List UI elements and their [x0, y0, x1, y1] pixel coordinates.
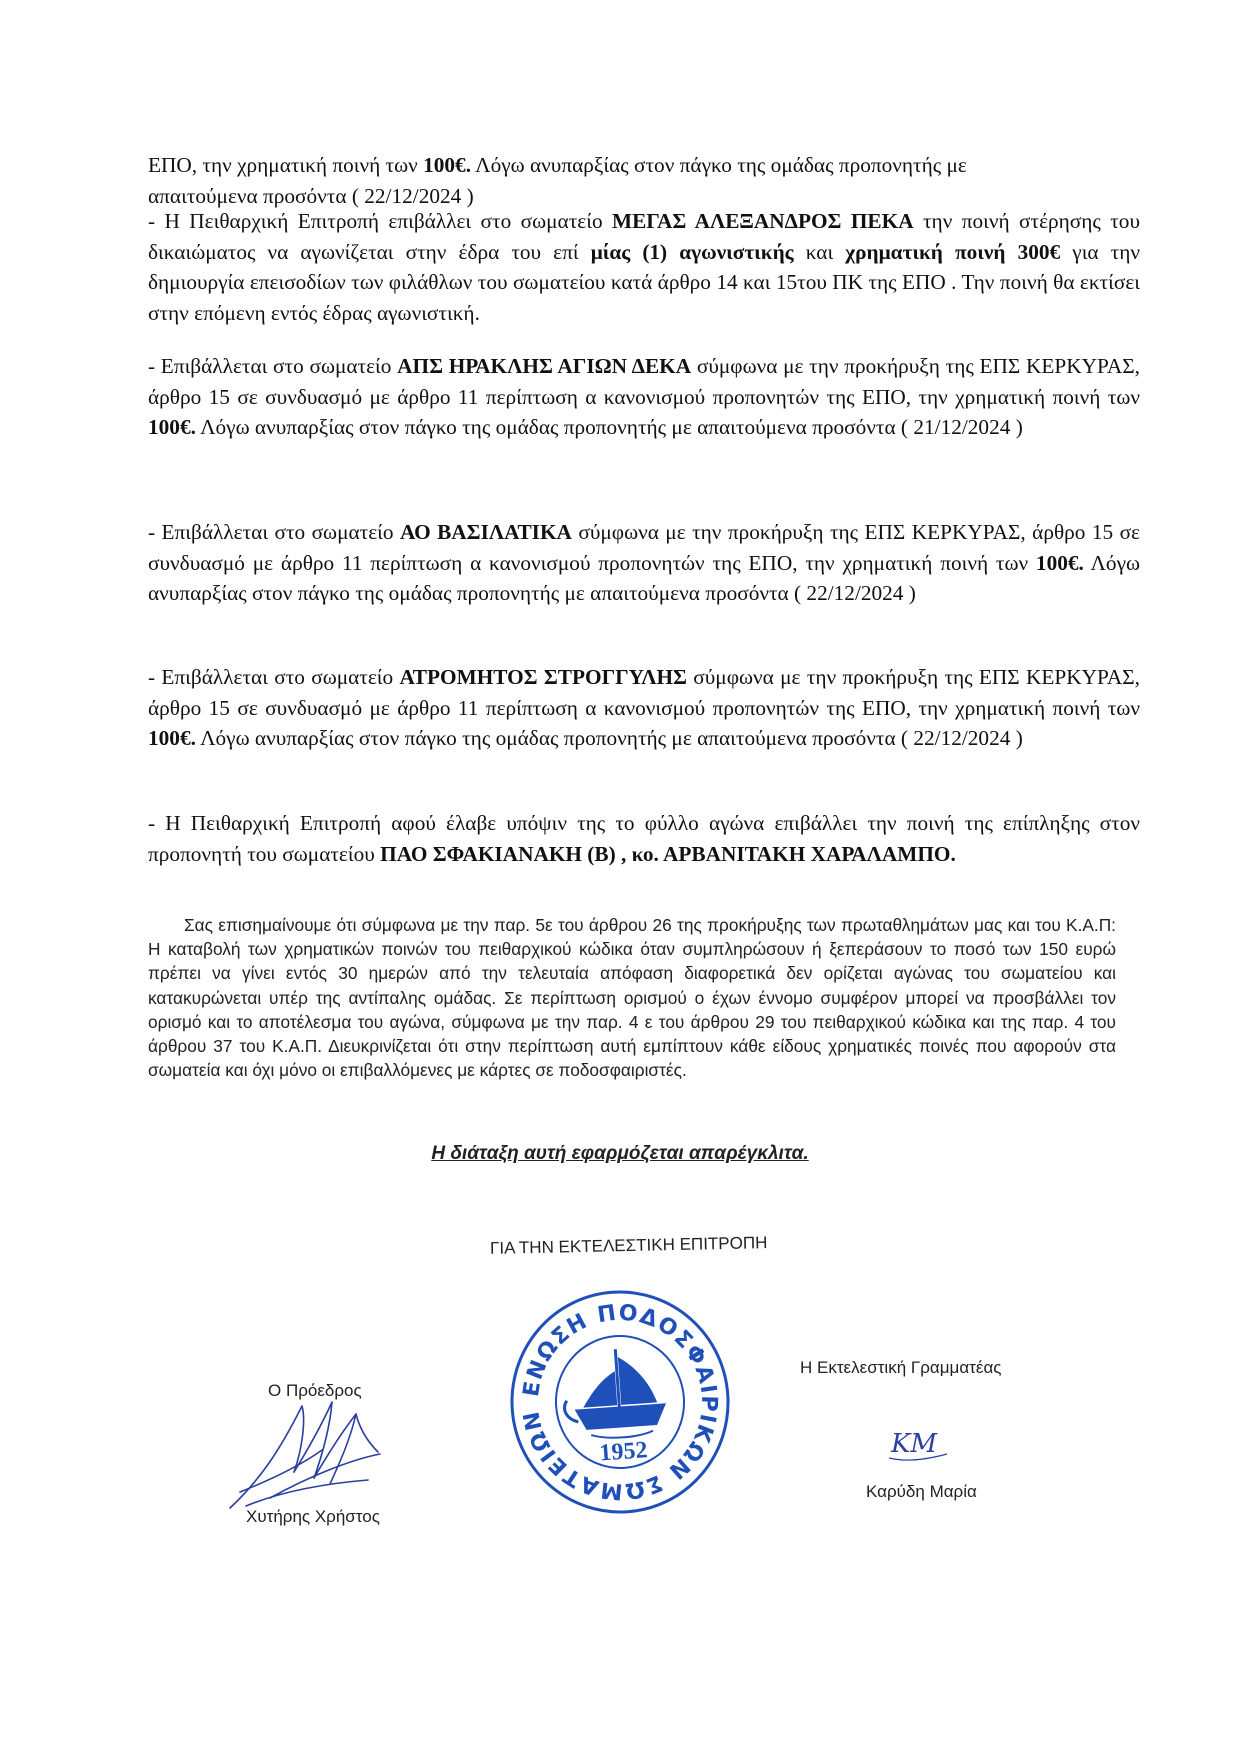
- text-run: - Επιβάλλεται στο σωματείο: [148, 354, 398, 378]
- text-run: απαιτούμενα προσόντα ( 22/12/2024 ): [148, 183, 474, 208]
- club-name: ΑΟ ΒΑΣΙΛΑΤΙΚΑ: [399, 520, 572, 544]
- text-run: Λόγω ανυπαρξίας στον πάγκο της ομάδας προπονητής με απαιτούμενα προσόντα ( 22/12/2024 ): [195, 726, 1023, 750]
- penalty-paragraph-iraklis: [148, 351, 1140, 443]
- text-run: σύμφωνα με την προκήρυξη της ΕΠΣ ΚΕΡΚΥΡΑΣ, άρθρο 15 σε συνδυασμό με άρθρο 11 περίπτωση α κανονισμού προπονητών της ΕΠΟ, την χρηματική ποινή των: [148, 354, 1140, 409]
- penalty-term: μίας (1) αγωνιστικής: [590, 239, 794, 264]
- secretary-signature: [885, 1418, 965, 1468]
- secretary-initials: ΚΜ: [891, 1429, 938, 1459]
- ship-icon: [561, 1346, 668, 1441]
- order-statement: Η διάταξη αυτή εφαρμόζεται απαρέγκλιτα.: [431, 1143, 809, 1164]
- reprimand-paragraph: [148, 808, 1140, 869]
- penalty-paragraph-vasilatika: [148, 517, 1140, 609]
- text-run: - Επιβάλλεται στο σωματείο: [148, 665, 400, 689]
- president-signature: [210, 1380, 410, 1520]
- payment-notice: Σας επισημαίνουμε ότι σύμφωνα με την παρ. 5ε του άρθρου 26 της προκήρυξης των πρωταθλημάτων μας και του Κ.Α.Π: Η καταβολή των χρηματικών ποινών του πειθαρχικού κώδικα όταν συμπληρώσουν ή ξεπεράσουν το ποσό των 150 ευρώ πρέπει να γίνει εντός 30 ημερών από την τελευταία απόφαση διαφορετικά δεν ορίζεται αγώνας του σωματείου και κατακυρώνεται υπέρ της αντίπαλης ομάδας. Σε περίπτωση ορισμού ο έχων έννομο συμφέρον μπορεί να προσβάλλει τον ορισμό και το αποτέλεσμα του αγώνα, σύμφωνα με την παρ. 4 ε του άρθρου 29 του πειθαρχικού κώδικα και της παρ. 4 του άρθρου 37 του Κ.Α.Π. Διευκρινίζεται ότι στην περίπτωση αυτή εμπίπτουν κάθε είδους χρηματικές ποινές που αφορούν στα σωματεία και όχι μόνο οι επιβαλλόμενες με κάρτες σε ποδοσφαιριστές.: [148, 915, 1116, 1081]
- penalty-paragraph-atromitos: [148, 662, 1140, 754]
- association-stamp: [485, 1275, 735, 1517]
- text-run: - Επιβάλλεται στο σωματείο: [148, 520, 400, 544]
- club-name: ΜΕΓΑΣ ΑΛΕΞΑΝΔΡΟΣ ΠΕΚΑ: [612, 209, 914, 233]
- secretary-role: Η Εκτελεστική Γραμματέας: [800, 1358, 1002, 1377]
- penalty-paragraph-megas-alexandros: [148, 206, 1140, 328]
- club-name: ΑΠΣ ΗΡΑΚΛΗΣ ΑΓΙΩΝ ΔΕΚΑ: [397, 354, 692, 378]
- fine-amount: 100€.: [148, 726, 196, 750]
- president-name: Χυτήρης Χρήστος: [246, 1507, 380, 1526]
- text-run: την ποινή στέρησης του δικαιώματος να αγωνίζεται στην έδρα του επί: [148, 209, 1140, 264]
- text-run: ΕΠΟ, την χρηματική ποινή των: [148, 153, 424, 177]
- text-run: σύμφωνα με την προκήρυξη της ΕΠΣ ΚΕΡΚΥΡΑΣ, άρθρο 15 σε συνδυασμό με άρθρο 11 περίπτωση α κανονισμού προπονητών της ΕΠΟ, την χρηματική ποινή των: [148, 665, 1140, 720]
- text-run: Λόγω ανυπαρξίας στον πάγκο της ομάδας προπονητής με: [471, 153, 967, 177]
- text-run: Λόγω ανυπαρξίας στον πάγκο της ομάδας προπονητής με απαιτούμενα προσόντα ( 21/12/2024 ): [195, 415, 1023, 439]
- coach-and-club: ΠΑΟ ΣΦΑΚΙΑΝΑΚΗ (Β) , κο. ΑΡΒΑΝΙΤΑΚΗ ΧΑΡΑΛΑΜΠΟ.: [380, 841, 956, 866]
- text-run: - Η Πειθαρχική Επιτροπή επιβάλλει στο σωματείο: [148, 209, 612, 233]
- executive-committee-label: ΓΙΑ ΤΗΝ ΕΚΤΕΛΕΣΤΙΚΗ ΕΠΙΤΡΟΠΗ: [489, 1233, 768, 1258]
- secretary-name: Καρύδη Μαρία: [866, 1482, 977, 1501]
- fine-amount: 100€.: [423, 153, 472, 177]
- fine-amount: 100€.: [1035, 550, 1084, 575]
- text-run: - Η Πειθαρχική Επιτροπή αφού έλαβε υπόψιν της το φύλλο αγώνα επιβάλλει την ποινή της επίπληξης στον προπονητή του σωματείου: [148, 811, 1140, 866]
- text-run: Λόγω ανυπαρξίας στον πάγκο της ομάδας προπονητής με απαιτούμενα προσόντα ( 22/12/2024 ): [148, 550, 1140, 605]
- fine-amount: 100€.: [148, 415, 196, 439]
- penalty-term: χρηματική ποινή 300€: [845, 239, 1061, 264]
- text-run: για την δημιουργία επεισοδίων των φιλάθλων του σωματείου κατά άρθρο 14 και 15του ΠΚ της ΕΠΟ . Την ποινή θα εκτίσει στην επόμενη εντός έδρας αγωνιστική.: [148, 239, 1140, 325]
- text-run: σύμφωνα με την προκήρυξη της ΕΠΣ ΚΕΡΚΥΡΑΣ, άρθρο 15 σε συνδυασμό με άρθρο 11 περίπτωση α κανονισμού προπονητών της ΕΠΟ, την χρηματική ποινή των: [148, 520, 1140, 575]
- stamp-text: ΕΝΩΣΗ ΠΟΔΟΣΦΑΙΡΙΚΩΝ ΣΩΜΑΤΕΙΩΝ ΚΕΡΚΥΡΑΣ - ΝΟΙ: [485, 1275, 722, 1504]
- penalty-paragraph-continued: [148, 150, 1140, 211]
- president-role: Ο Πρόεδρος: [268, 1381, 362, 1400]
- text-run: και: [793, 239, 846, 264]
- paragraph-line: [148, 150, 1140, 181]
- stamp-year: 1952: [598, 1437, 649, 1467]
- club-name: ΑΤΡΟΜΗΤΟΣ ΣΤΡΟΓΓΥΛΗΣ: [399, 665, 687, 689]
